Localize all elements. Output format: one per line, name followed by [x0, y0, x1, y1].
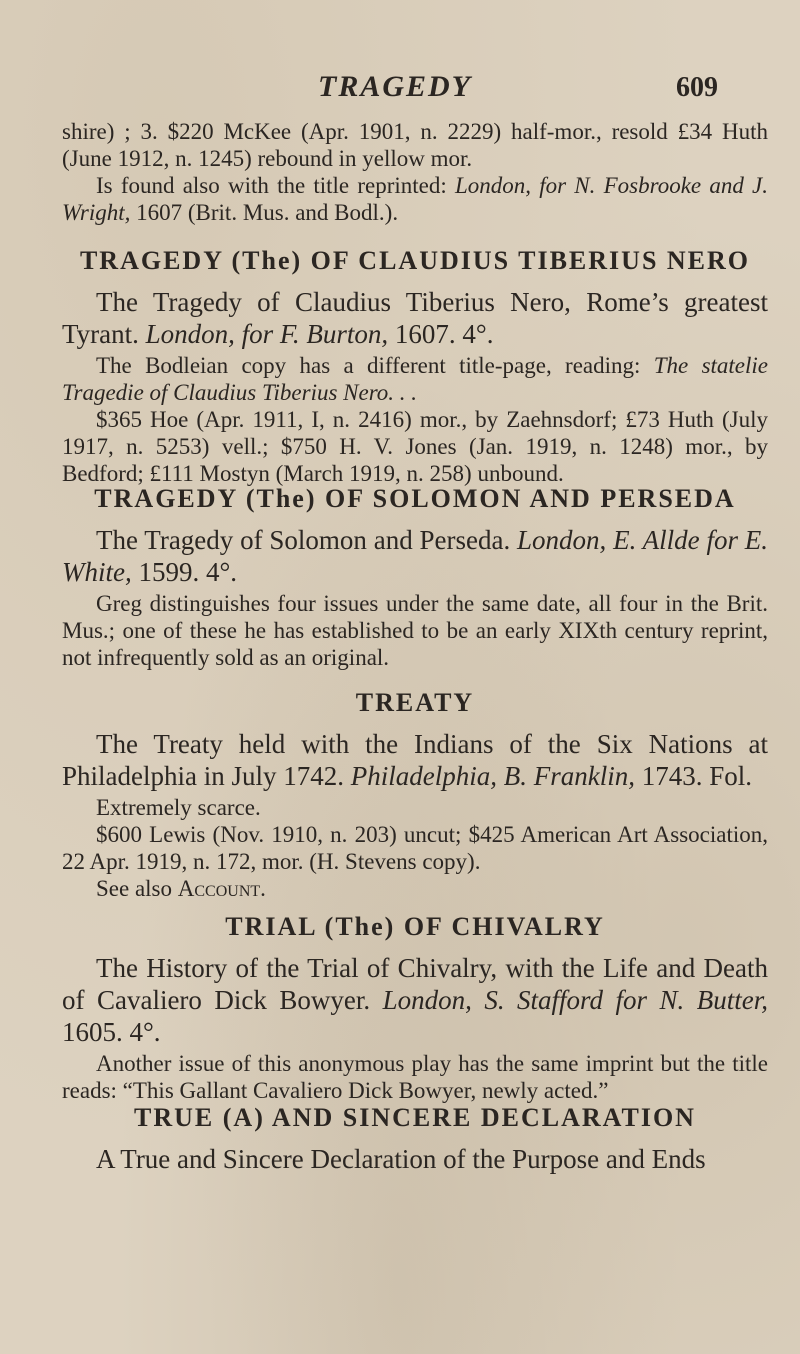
- entry-note: Greg distinguishes four issues under the same date, all four in the Brit. Mus.; one of these he has established to be an early XIXth century reprint, not infrequently sold as an original.: [62, 591, 768, 670]
- entry-format: 1599. 4°.: [131, 557, 238, 587]
- entry-claudius: [62, 246, 768, 487]
- entry-note-italic: The statelie Tragedie of Claudius Tiberius Nero. . .: [62, 353, 768, 405]
- carryover-entry: [62, 118, 768, 226]
- entry-heading: TRIAL (The) OF CHIVALRY: [225, 912, 605, 941]
- entry-title-text: The History of the Trial of Chivalry, with the Life and Death of Cavaliero Dick Bowyer.: [62, 953, 768, 1015]
- entry-imprint: Philadelphia, B. Franklin,: [350, 761, 635, 791]
- entry-title-text: The Treaty held with the Indians of the Six Nations at Philadelphia in July 1742.: [62, 729, 768, 791]
- carryover-paragraph: shire) ; 3. $220 McKee (Apr. 1901, n. 2229) half-mor., resold £34 Huth (June 1912, n. 1245) rebound in yellow mor.: [62, 119, 768, 171]
- entry-title-text: The Tragedy of Claudius Tiberius Nero, Rome’s greatest Tyrant.: [62, 287, 768, 349]
- entry-imprint: London, S. Stafford for N. Butter,: [382, 985, 768, 1015]
- entry-cross-reference: [62, 875, 768, 902]
- entry-title: [62, 728, 768, 792]
- entry-title: A True and Sincere Declaration of the Purpose and Ends: [96, 1144, 706, 1174]
- carryover-note-text: Is found also with the title reprinted:: [96, 173, 455, 198]
- entry-title-text: The Tragedy of Solomon and Perseda.: [96, 525, 518, 555]
- entry-note: [62, 352, 768, 406]
- entry-format: 1743. Fol.: [634, 761, 752, 791]
- entry-title: [62, 524, 768, 588]
- entry-note: Extremely scarce.: [96, 795, 261, 820]
- entry-heading: TREATY: [355, 688, 475, 717]
- carryover-note: [62, 172, 768, 226]
- entry-sales: $600 Lewis (Nov. 1910, n. 203) uncut; $425 American Art Association, 22 Apr. 1919, n. 172, mor. (H. Stevens copy).: [62, 822, 768, 874]
- entry-imprint: London, E. Allde for E. White,: [62, 525, 768, 587]
- entry-heading: TRAGEDY (The) OF CLAUDIUS TIBERIUS NERO: [79, 246, 751, 275]
- entry-imprint: London, for F. Burton,: [145, 319, 389, 349]
- entry-format: 1605. 4°.: [62, 1017, 161, 1047]
- entry-see-also: See also: [96, 876, 178, 901]
- entry-note: Another issue of this anonymous play has the same imprint but the title reads: “This Gallant Cavaliero Dick Bowyer, newly acted.”: [62, 1051, 768, 1103]
- carryover-note-end: 1607 (Brit. Mus. and Bodl.).: [130, 200, 399, 225]
- running-title: TRAGEDY: [318, 70, 473, 103]
- entry-trial: [62, 912, 768, 1104]
- carryover-note-imprint: London, for N. Fosbrooke and J. Wright,: [62, 173, 768, 225]
- entry-declaration: [62, 1103, 768, 1175]
- entry-treaty: [62, 688, 768, 902]
- entry-format: 1607. 4°.: [388, 319, 494, 349]
- entry-see-also-target: Account.: [177, 876, 266, 901]
- page-number: 609: [676, 72, 718, 103]
- running-head: [0, 70, 800, 110]
- entry-heading: TRAGEDY (The) OF SOLOMON AND PERSEDA: [94, 484, 736, 513]
- entry-title: [62, 286, 768, 350]
- entry-sales: $365 Hoe (Apr. 1911, I, n. 2416) mor., by Zaehnsdorf; £73 Huth (July 1917, n. 5253) vell.; $750 H. V. Jones (Jan. 1919, n. 1248) mor., by Bedford; £111 Mostyn (March 1919, n. 258) unbound.: [62, 407, 768, 486]
- entry-heading: TRUE (A) AND SINCERE DECLARATION: [134, 1103, 696, 1132]
- entry-note-text: The Bodleian copy has a different title-page, reading:: [96, 353, 654, 378]
- entry-title: [62, 952, 768, 1048]
- entry-solomon: [62, 484, 768, 671]
